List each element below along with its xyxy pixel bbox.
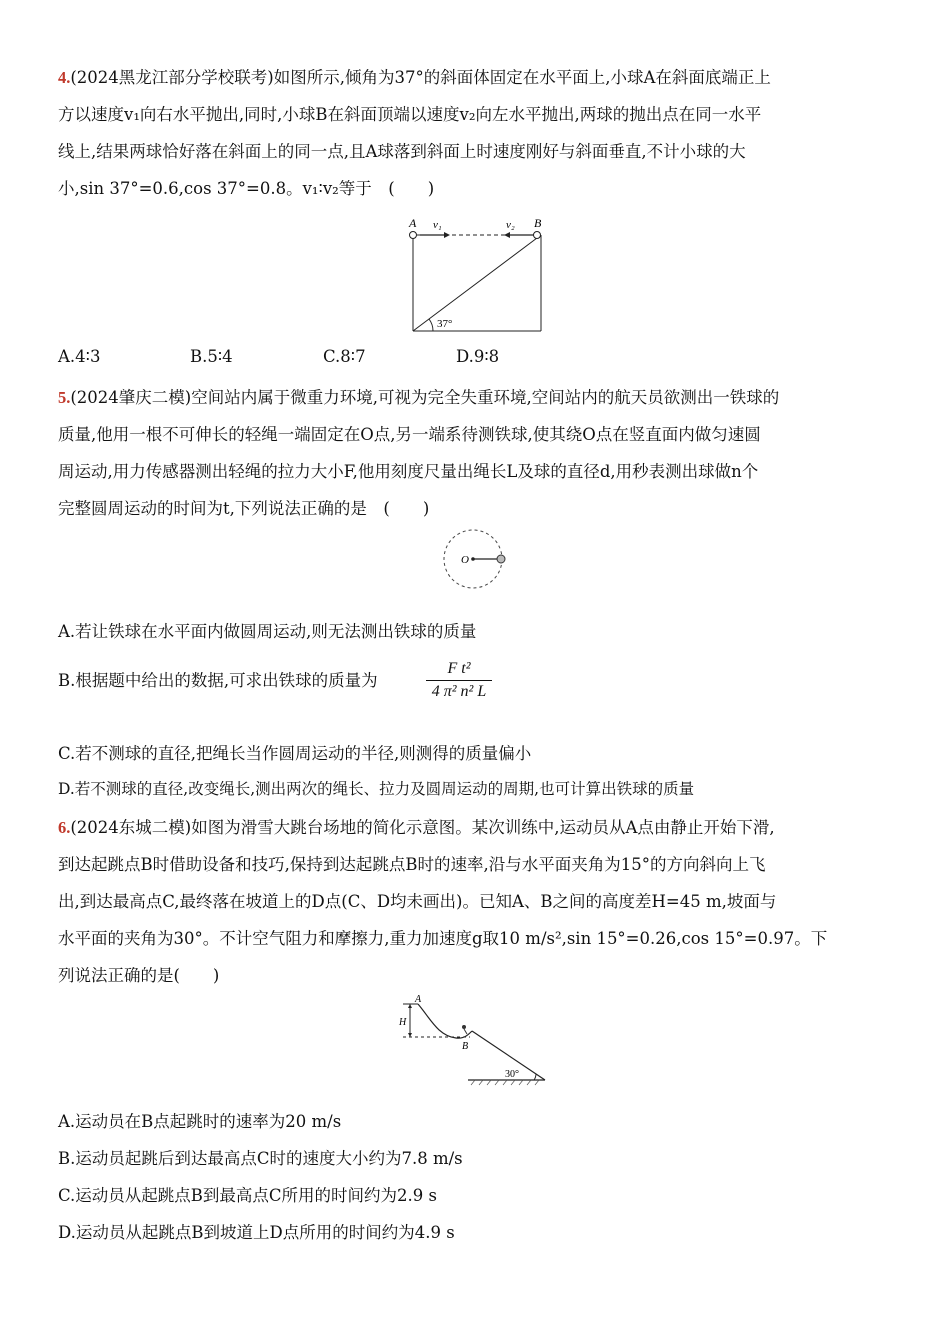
q5-fraction — [426, 660, 492, 701]
q5-option-b: B.根据题中给出的数据,可求出铁球的质量为 — [58, 671, 378, 690]
q6-label-h: H — [399, 1017, 407, 1028]
q5-line-3: 周运动,用力传感器测出轻绳的拉力大小F,他用刻度尺量出绳长L及球的直径d,用秒表测出球做n个 — [58, 462, 759, 481]
q6-line-2: 到达起跳点B时借助设备和技巧,保持到达起跳点B时的速率,沿与水平面夹角为15°的方向斜向上飞 — [58, 855, 766, 874]
q4-label-v2: v₂ — [506, 219, 515, 231]
q5-line-1: 5.(2024肇庆二模)空间站内属于微重力环境,可视为完全失重环境,空间站内的航天员欲测出一铁球的 — [58, 388, 780, 407]
q6-line-3: 出,到达最高点C,最终落在坡道上的D点(C、D均未画出)。已知A、B之间的高度差H=45 m,坡面与 — [58, 892, 777, 911]
q6-option-a: A.运动员在B点起跳时的速率为20 m/s — [58, 1112, 342, 1131]
q4-label-v1: v₁ — [433, 219, 442, 231]
q6-angle-label: 30° — [505, 1069, 519, 1080]
q4-line-1: 4.(2024黑龙江部分学校联考)如图所示,倾角为37°的斜面体固定在水平面上,小球A在斜面底端正上 — [58, 68, 771, 87]
q5-label-o: O — [461, 554, 469, 566]
q4-angle-label: 37° — [437, 318, 453, 330]
q5-fraction-denominator: 4 π² n² L — [431, 683, 487, 700]
q4-option-a: A.4∶3 — [58, 347, 101, 366]
q6-option-d: D.运动员从起跳点B到坡道上D点所用的时间约为4.9 s — [58, 1223, 455, 1242]
q6-number: 6. — [58, 818, 71, 837]
q5-number: 5. — [58, 388, 71, 407]
q6-option-b: B.运动员起跳后到达最高点C时的速度大小约为7.8 m/s — [58, 1149, 463, 1168]
q5-option-d: D.若不测球的直径,改变绳长,测出两次的绳长、拉力及圆周运动的周期,也可计算出铁球的质量 — [58, 780, 695, 798]
q4-option-d: D.9∶8 — [456, 347, 500, 366]
q5-option-a: A.若让铁球在水平面内做圆周运动,则无法测出铁球的质量 — [58, 622, 477, 641]
q6-line-4: 水平面的夹角为30°。不计空气阻力和摩擦力,重力加速度g取10 m/s²,sin 15°=0.26,cos 15°=0.97。下 — [58, 929, 828, 948]
q6-line-5: 列说法正确的是( ) — [58, 966, 220, 985]
q6-label-b: B — [462, 1041, 469, 1052]
q5-fraction-numerator: F t² — [426, 660, 492, 681]
q5-line-4: 完整圆周运动的时间为t,下列说法正确的是 ( ) — [58, 499, 430, 518]
q4-line-2: 方以速度v₁向右水平抛出,同时,小球B在斜面顶端以速度v₂向左水平抛出,两球的抛出点在同一水平 — [58, 105, 762, 124]
q4-number: 4. — [58, 68, 71, 87]
q4-line-3: 线上,结果两球恰好落在斜面上的同一点,且A球落到斜面上时速度刚好与斜面垂直,不计小球的大 — [58, 142, 746, 161]
q5-circle-figure — [440, 528, 510, 592]
q4-incline-figure — [400, 210, 550, 335]
q4-option-c: C.8∶7 — [323, 347, 366, 366]
q4-label-b: B — [534, 216, 542, 230]
q4-option-b: B.5∶4 — [190, 347, 233, 366]
q4-line-4: 小,sin 37°=0.6,cos 37°=0.8。v₁∶v₂等于 ( ) — [58, 179, 435, 198]
q6-label-a: A — [415, 994, 422, 1005]
q5-line-2: 质量,他用一根不可伸长的轻绳一端固定在O点,另一端系待测铁球,使其绕O点在竖直面内做匀速圆 — [58, 425, 761, 444]
q5-option-c: C.若不测球的直径,把绳长当作圆周运动的半径,则测得的质量偏小 — [58, 744, 532, 763]
q6-ski-jump-figure — [398, 992, 553, 1087]
q6-line-1: 6.(2024东城二模)如图为滑雪大跳台场地的简化示意图。某次训练中,运动员从A点由静止开始下滑, — [58, 818, 775, 837]
q4-label-a: A — [409, 216, 417, 230]
q6-option-c: C.运动员从起跳点B到最高点C所用的时间约为2.9 s — [58, 1186, 437, 1205]
